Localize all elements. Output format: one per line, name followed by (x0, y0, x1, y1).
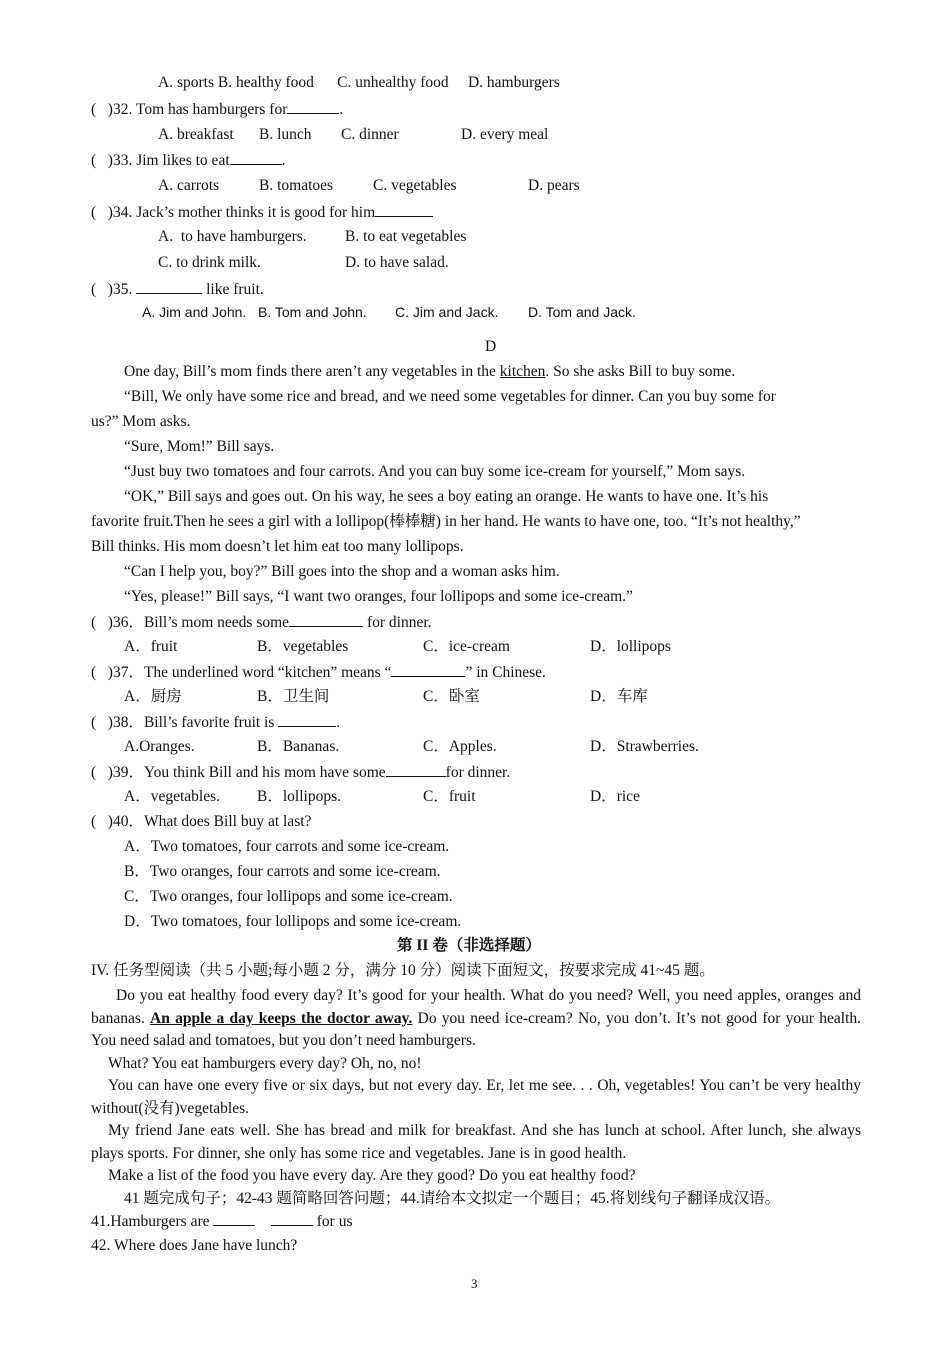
underlined-sentence: An apple a day keeps the doctor away. (150, 1009, 413, 1027)
q35-option-d: D. Tom and Jack. (528, 304, 636, 320)
part2-title: 第 II 卷（非选择题） (397, 937, 541, 954)
page-number: 3 (471, 1276, 478, 1291)
q32-stem: ( )32. Tom has hamburgers for . (91, 101, 344, 118)
q38-option-a: A.Oranges. (124, 738, 195, 755)
section4-instruction: 41 题完成句子；42-43 题简略回答问题；44.请给本文拟定一个题目；45.将划线句子翻译成汉语。 (124, 1190, 781, 1207)
q34-stem: ( )34. Jack’s mother thinks it is good for him (91, 202, 433, 223)
q40-option-b: B．Two oranges, four carrots and some ice‑cream. (124, 863, 441, 880)
q32-option-d: D. every meal (461, 126, 549, 143)
underlined-word-kitchen: kitchen (499, 363, 546, 380)
passage-d-p2b: us?” Mom asks. (91, 413, 191, 430)
passage4-p2: What? You eat hamburgers every day? Oh, no, no! (108, 1055, 422, 1072)
q41-line: 41.Hamburgers are for us (91, 1213, 353, 1230)
passage4-p4: My friend Jane eats well. She has bread and milk for breakfast. And she has lunch at school. After lunch, she always plays sports. For dinner, she only has some rice and vegetables. Jane is in good health. (91, 1122, 861, 1162)
answer-blank[interactable] (287, 99, 339, 114)
q35-stem: ( )35. like fruit. (91, 281, 264, 298)
q33-option-b: B. tomatoes (259, 177, 334, 194)
q34-option-a: A. to have hamburgers. (158, 228, 307, 245)
passage4-p1: Do you eat healthy food every day? It’s good for your health. What do you need? Well, you need apples, oranges and bananas. An apple a day keeps the doctor away. Do you need ice-cream? No, you don’t. It’s not good for your health. You need salad and tomatoes, but you don’t need hamburgers. (91, 987, 861, 1049)
q42-line: 42. Where does Jane have lunch? (91, 1237, 298, 1254)
q35-option-b: B. Tom and John. (258, 304, 367, 320)
section4-heading: IV. 任务型阅读（共 5 小题;每小题 2 分，满分 10 分）阅读下面短文，按要求完成 41~45 题。 (91, 962, 715, 979)
answer-blank[interactable] (271, 1211, 313, 1226)
q32-option-b: B. lunch (259, 126, 312, 143)
q39-option-d: D．rice (590, 788, 640, 805)
q35-option-a: A. Jim and John. (142, 304, 247, 320)
q37-option-c: C．卧室 (423, 688, 480, 705)
q37-option-a: A．厨房 (124, 688, 182, 705)
q34-option-b: B. to eat vegetables (345, 228, 467, 245)
q37-option-b: B．卫生间 (257, 688, 330, 705)
answer-blank[interactable] (386, 762, 446, 777)
q33-stem: ( )33. Jim likes to eat . (91, 152, 286, 169)
passage-d-p5b: favorite fruit.Then he sees a girl with a lollipop(棒棒糖) in her hand. He wants to have one, too. “It’s not healthy,” (91, 513, 801, 530)
answer-blank[interactable] (391, 662, 465, 677)
q39-option-c: C．fruit (423, 788, 476, 805)
q39-stem: ( )39．You think Bill and his mom have some for dinner. (91, 764, 511, 781)
q35-option-c: C. Jim and Jack. (395, 304, 499, 320)
passage-d-p4: “Just buy two tomatoes and four carrots. And you can buy some ice‑cream for yourself,” Mom says. (124, 463, 746, 480)
passage-d-p7: “Yes, please!” Bill says, “I want two oranges, four lollipops and some ice‑cream.” (124, 588, 633, 605)
q33-option-d: D. pears (528, 177, 580, 194)
section-d-title: D (485, 338, 497, 355)
q33-option-a: A. carrots (158, 177, 220, 194)
passage-d-p5c: Bill thinks. His mom doesn’t let him eat too many lollipops. (91, 538, 464, 555)
answer-blank[interactable] (375, 202, 433, 217)
answer-blank[interactable] (278, 712, 336, 727)
passage-d-p3: “Sure, Mom!” Bill says. (124, 438, 275, 455)
passage-d-p6: “Can I help you, boy?” Bill goes into the shop and a woman asks him. (124, 563, 560, 580)
q38-stem: ( )38．Bill’s favorite fruit is . (91, 714, 341, 731)
q40-stem: ( )40．What does Bill buy at last? (91, 813, 312, 830)
q31-option-c: C. unhealthy food (337, 74, 449, 91)
q32-option-a: A. breakfast (158, 126, 234, 143)
q38-option-b: B．Bananas. (257, 738, 340, 755)
passage4-p3: You can have one every five or six days, but not every day. Er, let me see. . . Oh, vegetables! You can’t be very healthy without(没有)vegetables. (91, 1077, 861, 1117)
answer-blank[interactable] (213, 1211, 255, 1226)
q36-option-c: C．ice‑cream (423, 638, 510, 655)
q38-option-c: C．Apples. (423, 738, 497, 755)
q39-option-a: A．vegetables. (124, 788, 220, 805)
answer-blank[interactable] (230, 150, 282, 165)
q31-option-d: D. hamburgers (467, 74, 560, 91)
q38-option-d: D．Strawberries. (590, 738, 699, 755)
q31-option-b: B. healthy food (217, 74, 314, 91)
q33-option-c: C. vegetables (373, 177, 457, 194)
passage-d-p2a: “Bill, We only have some rice and bread, and we need some vegetables for dinner. Can you buy some for (124, 388, 776, 405)
q40-option-a: A．Two tomatoes, four carrots and some ice‑cream. (124, 838, 450, 855)
q34-option-d: D. to have salad. (345, 254, 449, 271)
passage4-p5: Make a list of the food you have every day. Are they good? Do you eat healthy food? (108, 1167, 636, 1184)
passage-d-p5a: “OK,” Bill says and goes out. On his way, he sees a boy eating an orange. He wants to have one. It’s his (124, 488, 769, 505)
q37-option-d: D．车库 (590, 688, 648, 705)
q36-stem: ( )36．Bill’s mom needs some for dinner. (91, 614, 432, 631)
q32-option-c: C. dinner (341, 126, 399, 143)
q40-option-c: C．Two oranges, four lollipops and some ice‑cream. (124, 888, 453, 905)
q36-option-b: B．vegetables (257, 638, 349, 655)
q40-option-d: D．Two tomatoes, four lollipops and some ice‑cream. (124, 913, 462, 930)
q36-option-d: D．lollipops (590, 638, 671, 655)
q37-stem: ( )37．The underlined word “kitchen” means “ ” in Chinese. (91, 664, 546, 681)
q31-option-a: A. sports (158, 74, 214, 91)
q36-option-a: A．fruit (124, 638, 178, 655)
q39-option-b: B．lollipops. (257, 788, 341, 805)
q31-options (158, 73, 560, 93)
passage-d-p1: One day, Bill’s mom finds there aren’t any vegetables in the kitchen. So she asks Bill to buy some. (124, 363, 736, 380)
answer-blank[interactable] (136, 279, 202, 294)
answer-blank[interactable] (289, 612, 363, 627)
q34-option-c: C. to drink milk. (158, 254, 261, 271)
